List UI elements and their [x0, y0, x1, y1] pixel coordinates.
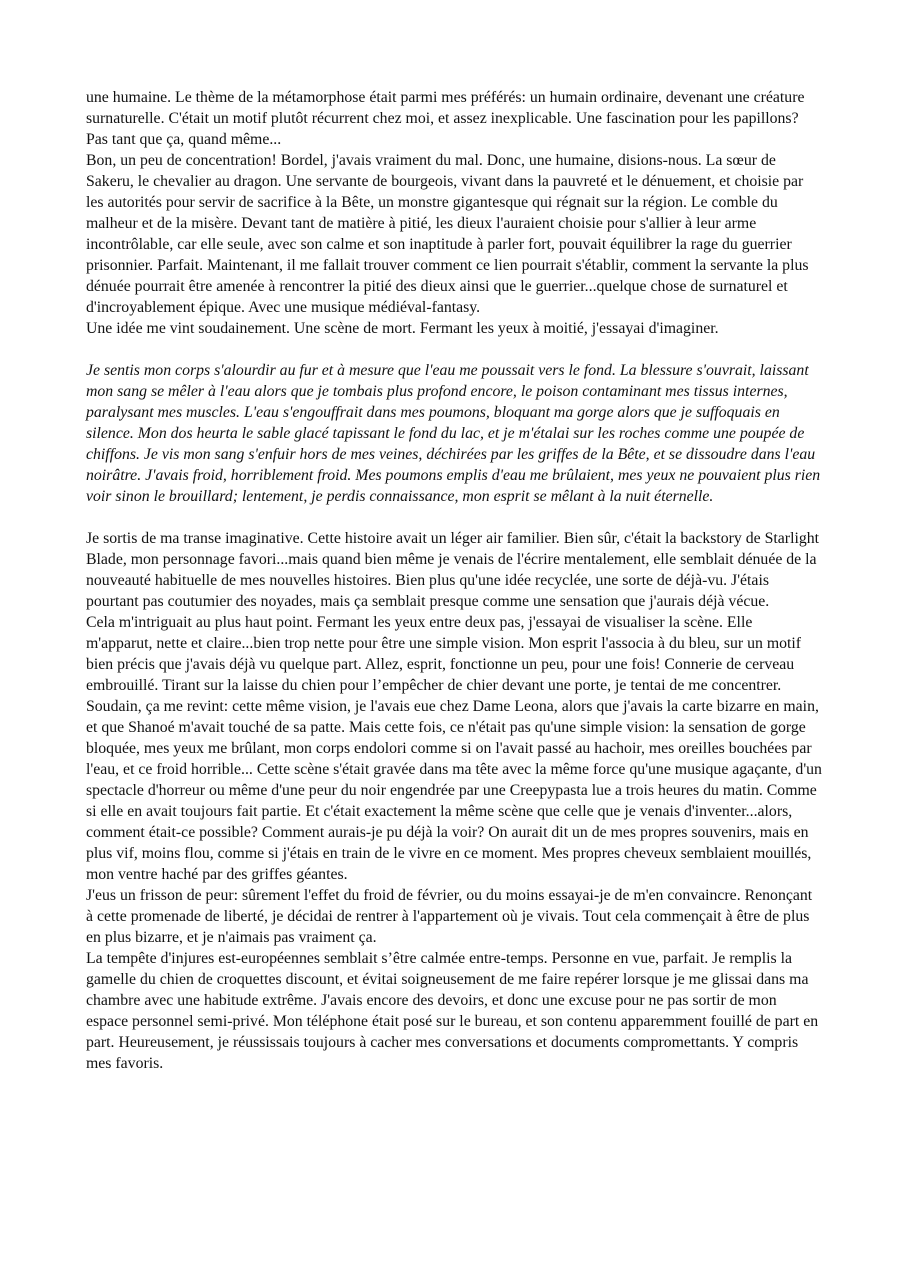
paragraph-return-home: La tempête d'injures est-européennes semblait s’être calmée entre-temps. Personne en vue, parfait. Je remplis la gamelle du chien de croquettes discount, et évitai soigneusement de me faire repérer lorsque je me glissai dans ma chambre avec une habitude extrême. J'avais encore des devoirs, et donc une excuse pour ne pas sortir de mon espace personnel semi-privé. Mon téléphone était posé sur le bureau, et son contenu apparemment fouillé de part en part. Heureusement, je réussissais toujours à cacher mes conversations et documents compromettants. Y compris mes favoris.	[86, 950, 819, 1072]
paragraph-idea: Une idée me vint soudainement. Une scène de mort. Fermant les yeux à moitié, j'essayai d'imaginer.	[86, 320, 719, 337]
paragraph-death-scene: Je sentis mon corps s'alourdir au fur et à mesure que l'eau me poussait vers le fond. La blessure s'ouvrait, laissant mon sang se mêler à l'eau alors que je tombais plus profond encore, le poison contaminant mes tissus internes, paralysant mes muscles. L'eau s'engouffrait dans mes poumons, bloquant ma gorge alors que je suffoquais en silence. Mon dos heurta le sable glacé tapissant le fond du lac, et je m'étalai sur les roches comme une poupée de chiffons. Je vis mon sang s'enfuir hors de mes veines, déchirées par les griffes de la Bête, et se dissoudre dans l'eau noirâtre. J'avais froid, horriblement froid. Mes poumons emplis d'eau me brûlaient, mes yeux ne pouvaient plus rien voir sinon le brouillard; lentement, je perdis connaissance, mon esprit se mêlant à la nuit éternelle.	[86, 362, 821, 505]
paragraph-shiver: J'eus un frisson de peur: sûrement l'effet du froid de février, ou du moins essayai-je de m'en convaincre. Renonçant à cette promenade de liberté, je décidai de rentrer à l'appartement où je vivais. Tout cela commençait à être de plus en plus bizarre, et je n'aimais pas vraiment ça.	[86, 887, 813, 946]
paragraph-trance: Je sortis de ma transe imaginative. Cette histoire avait un léger air familier. Bien sûr, c'était la backstory de Starlight Blade, mon personnage favori...mais quand bien même je venais de l'écrire mentalement, elle semblait dénuée de la nouveauté habituelle de mes nouvelles histoires. Bien plus qu'une idée recyclée, une sorte de déjà-vu. J'étais pourtant pas coutumier des noyades, mais ça semblait presque comme une sensation que j'aurais déjà vécue.	[86, 530, 820, 610]
document-page	[86, 87, 822, 1074]
paragraph-concentration: Bon, un peu de concentration! Bordel, j'avais vraiment du mal. Donc, une humaine, disions-nous. La sœur de Sakeru, le chevalier au dragon. Une servante de bourgeois, vivant dans la pauvreté et le dénuement, et choisie par les autorités pour servir de sacrifice à la Bête, un monstre gigantesque qui régnait sur la région. Le comble du malheur et de la misère. Devant tant de matière à pitié, les dieux l'auraient choisie pour s'allier à leur arme incontrôlable, car elle seule, avec son calme et son inaptitude à parler fort, pouvait équilibrer la rage du guerrier prisonnier. Parfait. Maintenant, il me fallait trouver comment ce lien pourrait s'établir, comment la servante la plus dénuée pourrait être amenée à rencontrer la pitié des dieux ainsi que le guerrier...quelque chose de surnaturel et d'incroyablement épique. Avec une musique médiéval-fantasy.	[86, 152, 809, 316]
paragraph-spacer	[86, 339, 822, 360]
paragraph-intrigue: Cela m'intriguait au plus haut point. Fermant les yeux entre deux pas, j'essayai de visualiser la scène. Elle m'apparut, nette et claire...bien trop nette pour être une simple vision. Mon esprit l'associa à du bleu, sur un motif bien précis que j'avais déjà vu quelque part. Allez, esprit, fonctionne un peu, pour une fois! Connerie de cerveau embrouillé. Tirant sur la laisse du chien pour l’empêcher de chier devant une porte, je tentai de me concentrer.	[86, 614, 802, 694]
paragraph-metamorphosis: une humaine. Le thème de la métamorphose était parmi mes préférés: un humain ordinaire, devenant une créature surnaturelle. C'était un motif plutôt récurrent chez moi, et assez inexplicable. Une fascination pour les papillons? Pas tant que ça, quand même...	[86, 89, 805, 148]
paragraph-spacer	[86, 507, 822, 528]
paragraph-memory: Soudain, ça me revint: cette même vision, je l'avais eue chez Dame Leona, alors que j'avais la carte bizarre en main, et que Shanoé m'avait touché de sa patte. Mais cette fois, ce n'était pas qu'une simple vision: la sensation de gorge bloquée, mes yeux me brûlant, mon corps endolori comme si on l'avait passé au hachoir, mes oreilles bouchées par l'eau, et ce froid horrible... Cette scène s'était gravée dans ma tête avec la même force qu'une musique agaçante, d'un spectacle d'horreur ou même d'une peur du noir engendrée par une Creepypasta lue a trois heures du matin. Comme si elle en avait toujours fait partie. Et c'était exactement la même scène que celle que je venais d'inventer...alors, comment était-ce possible? Comment aurais-je pu déjà la voir? On aurait dit un de mes propres souvenirs, mais en plus vif, moins flou, comme si j'étais en train de le vivre en ce moment. Mes propres cheveux semblaient mouillés, mon ventre haché par des griffes géantes.	[86, 698, 822, 883]
